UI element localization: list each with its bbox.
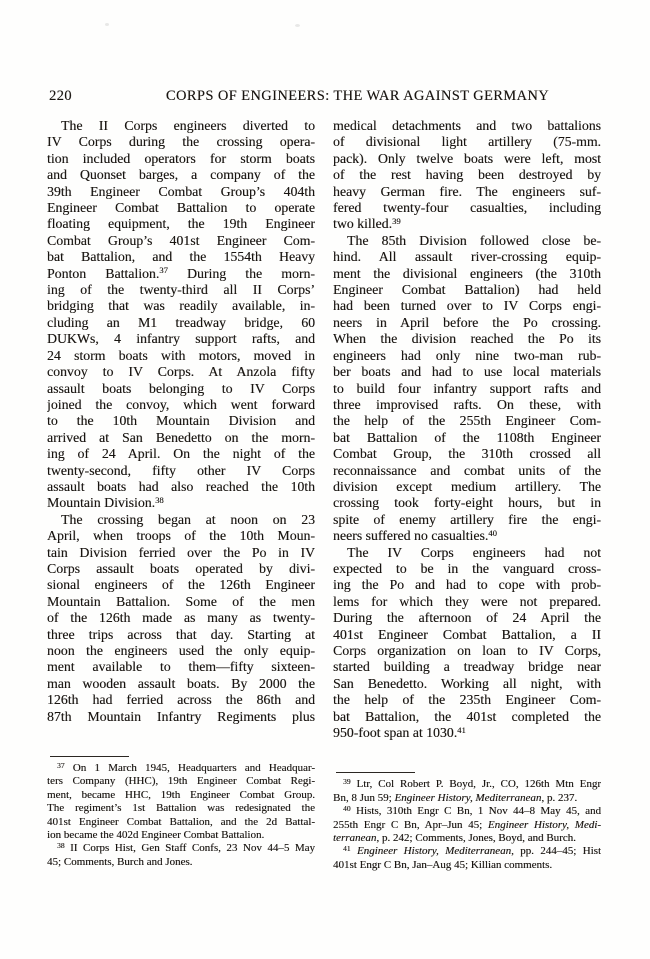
text-line: spite of enemy artillery fire the engi- xyxy=(333,511,601,527)
text-line: pack). Only twelve boats were left, most xyxy=(333,150,601,166)
right-column xyxy=(333,118,601,872)
footnote-ref: 40 xyxy=(343,805,351,813)
text-line: bridging that was readily available, in- xyxy=(47,298,315,314)
footnote-line: ters Company (HHC), 19th Engineer Combat Regi- xyxy=(47,775,315,788)
text-line: arrived at San Benedetto on the morn- xyxy=(47,429,315,445)
text-line: 950-foot span at 1030.41 xyxy=(333,725,466,741)
text-line: When the division reached the Po its xyxy=(333,331,601,347)
text-line: ment the divisional engineers (the 310th xyxy=(333,265,601,281)
text-line: engineers had only nine two-man rub- xyxy=(333,347,601,363)
page-number: 220 xyxy=(49,88,72,104)
text-line: 39th Engineer Combat Group’s 404th xyxy=(47,183,315,199)
text-line: three improvised rafts. On these, with xyxy=(333,396,601,412)
right-column-body xyxy=(333,118,601,741)
footnote-line: 255th Engr C Bn, Apr–Jun 45; Engineer History, Medi- xyxy=(333,818,601,831)
italic-text: Engineer History, Medi- xyxy=(487,818,601,831)
text-line: DUKWs, 4 infantry support rafts, and xyxy=(47,331,315,347)
text-line: twenty-second, fifty other IV Corps xyxy=(47,462,315,478)
footnote-separator xyxy=(50,756,129,757)
text-line: joined the convoy, which went forward xyxy=(47,396,315,412)
text-line: assault boats had also reached the 10th xyxy=(47,478,315,494)
text-line: sional engineers of the 126th Engineer xyxy=(47,577,315,593)
text-line: to build four infantry support rafts and xyxy=(333,380,601,396)
text-line: three trips across that day. Starting at xyxy=(47,626,315,642)
text-line: crossing took forty-eight hours, but in xyxy=(333,495,601,511)
text-line: neers suffered no casualties.$^{40}$ xyxy=(333,528,497,544)
text-line: San Benedetto. Working all night, with xyxy=(333,675,601,691)
text-line: cluding an M1 treadway bridge, 60 xyxy=(47,314,315,330)
footnote-ref: 39 xyxy=(392,216,401,226)
text-line: Combat Group, the 310th crossed all xyxy=(333,446,601,462)
text-line: Combat Group’s 401st Engineer Com- xyxy=(47,232,315,248)
text-line: neers in April before the Po crossing. xyxy=(333,314,601,330)
text-line: ing of the twenty-third all II Corps’ xyxy=(47,282,315,298)
text-line: convoy to IV Corps. At Anzola fifty xyxy=(47,364,315,380)
text-line: Engineer Combat Battalion) had held xyxy=(333,282,601,298)
footnote-ref: 41 xyxy=(343,845,351,853)
text-line: two killed.$^{39}$ xyxy=(333,216,401,232)
text-line: Engineer Combat Battalion to operate xyxy=(47,200,315,216)
footnote-ref: 38 xyxy=(57,842,65,850)
text-line: division except medium artillery. The xyxy=(333,478,601,494)
text-line: started building a treadway bridge near xyxy=(333,659,601,675)
text-line: lems for which they were not prepared. xyxy=(333,593,601,609)
text-line: had been turned over to IV Corps engi- xyxy=(333,298,601,314)
text-line: bat Battalion of the 1108th Engineer xyxy=(333,429,601,445)
footnote-line: ion became the 402d Engineer Combat Battalion. xyxy=(47,829,265,842)
text-line: Corps organization on loan to IV Corps, xyxy=(333,643,601,658)
footnote-line: $^{41}$ Engineer History, Mediterranean, pp. 244–45; Hist xyxy=(343,845,601,858)
left-column xyxy=(47,118,315,872)
footnote-line: $^{39}$ Ltr, Col Robert P. Boyd, Jr., CO, 126th Mtn Engr xyxy=(343,778,601,791)
footnote-ref: 38 xyxy=(155,495,164,505)
text-line: April, when troops of the 10th Moun- xyxy=(47,528,315,544)
footnote-ref: 37 xyxy=(159,265,168,276)
text-line: Ponton Battalion.$^{37}$ During the morn- xyxy=(47,265,315,281)
text-line: ing the Po and had to cope with prob- xyxy=(333,577,601,593)
text-line: ing of 24 April. On the night of the xyxy=(47,446,315,462)
text-line: Mountain Battalion. Some of the men xyxy=(47,593,315,609)
left-column-body xyxy=(47,118,315,725)
footnote-line: $^{38}$ II Corps Hist, Gen Staff Confs, 23 Nov 44–5 May xyxy=(57,842,315,855)
running-header xyxy=(47,88,602,105)
footnote-line: The regiment’s 1st Battalion was redesignated the xyxy=(47,802,315,815)
text-columns xyxy=(47,118,602,872)
text-line: hind. All assault river-crossing equip- xyxy=(333,249,601,265)
footnote-ref: 40 xyxy=(488,528,497,538)
left-footnotes xyxy=(47,756,315,869)
text-line: bat Battalion, the 401st completed the xyxy=(333,708,601,724)
text-line: bat Battalion, and the 1554th Heavy xyxy=(47,249,315,265)
text-line: tion included operators for storm boats xyxy=(47,150,315,166)
footnote-ref: 39 xyxy=(343,778,351,786)
text-line: 126th had ferried across the 86th and xyxy=(47,692,315,708)
text-line: man wooden assault boats. By 2000 the xyxy=(47,675,315,691)
text-line: ber boats and had to use local materials xyxy=(333,364,601,380)
right-footnotes xyxy=(333,772,601,872)
text-line: the help of the 255th Engineer Com- xyxy=(333,413,601,429)
left-column-footnotes xyxy=(47,762,315,869)
footnote-line: $^{37}$ On 1 March 1945, Headquarters and Headquar- xyxy=(57,762,315,775)
text-line: The IV Corps engineers had not xyxy=(347,544,601,560)
text-line: Mountain Division.$^{38}$ xyxy=(47,495,164,511)
text-line: The crossing began at noon on 23 xyxy=(61,511,315,527)
footnote-line: Bn, 8 Jun 59; Engineer History, Mediterranean, p. 237. xyxy=(333,791,578,804)
text-line: tain Division ferried over the Po in IV xyxy=(47,544,315,560)
footnote-line: 401st Engineer Combat Battalion, and the 2d Battal- xyxy=(47,815,315,828)
footnote-line: 45; Comments, Burch and Jones. xyxy=(47,855,193,868)
text-line: During the afternoon of 24 April the xyxy=(333,610,601,626)
footnote-line: $^{40}$ Hists, 310th Engr C Bn, 1 Nov 44–8 May 45, and xyxy=(343,805,601,818)
footnote-line: ment, became HHC, 19th Engineer Combat Group. xyxy=(47,788,315,801)
text-line: heavy German fire. The engineers suf- xyxy=(333,183,601,199)
text-line: 401st Engineer Combat Battalion, a II xyxy=(333,626,601,642)
italic-text: Engineer History, Mediterranean xyxy=(356,845,512,858)
text-line: floating equipment, the 19th Engineer xyxy=(47,216,315,232)
right-column-footnotes xyxy=(333,778,601,872)
text-line: of the 126th made as many as twenty- xyxy=(47,610,315,626)
text-line: to the 10th Mountain Division and xyxy=(47,413,315,429)
text-line: noon the engineers used the only equip- xyxy=(47,643,315,658)
footnote-separator xyxy=(336,772,415,773)
text-line: medical detachments and two battalions xyxy=(333,118,601,133)
footnote-ref: 37 xyxy=(57,762,65,770)
text-line: ment available to them—fifty sixteen- xyxy=(47,659,315,675)
text-line: reconnaissance and combat units of the xyxy=(333,462,601,478)
text-line: 87th Mountain Infantry Regiments plus xyxy=(47,708,315,724)
text-line: IV Corps during the crossing opera- xyxy=(47,134,315,150)
text-line: the help of the 235th Engineer Com- xyxy=(333,692,601,708)
text-line: fered twenty-four casualties, including xyxy=(333,200,601,216)
text-line: of divisional light artillery (75-mm. xyxy=(333,134,601,150)
italic-text: Engineer History, Mediterranean xyxy=(394,791,542,804)
footnote-ref: 41 xyxy=(457,725,466,735)
scan-speck xyxy=(295,24,300,27)
running-title: CORPS OF ENGINEERS: THE WAR AGAINST GERMANY xyxy=(165,88,550,104)
italic-text: terranean xyxy=(333,832,377,845)
text-line: The 85th Division followed close be- xyxy=(347,232,601,248)
text-line: assault boats belonging to IV Corps xyxy=(47,380,315,396)
text-line: and Quonset barges, a company of the xyxy=(47,167,315,183)
text-line: Corps assault boats operated by divi- xyxy=(47,560,315,576)
scan-speck xyxy=(105,23,109,26)
footnote-line: 401st Engr C Bn, Jan–Aug 45; Killian comments. xyxy=(333,858,553,871)
text-line: 24 storm boats with motors, moved in xyxy=(47,347,315,363)
text-line: of the rest having been destroyed by xyxy=(333,167,601,183)
text-line: expected to be in the vanguard cross- xyxy=(333,560,601,576)
footnote-line: terranean, p. 242; Comments, Jones, Boyd, and Burch. xyxy=(333,832,576,845)
text-line: The II Corps engineers diverted to xyxy=(61,118,315,133)
